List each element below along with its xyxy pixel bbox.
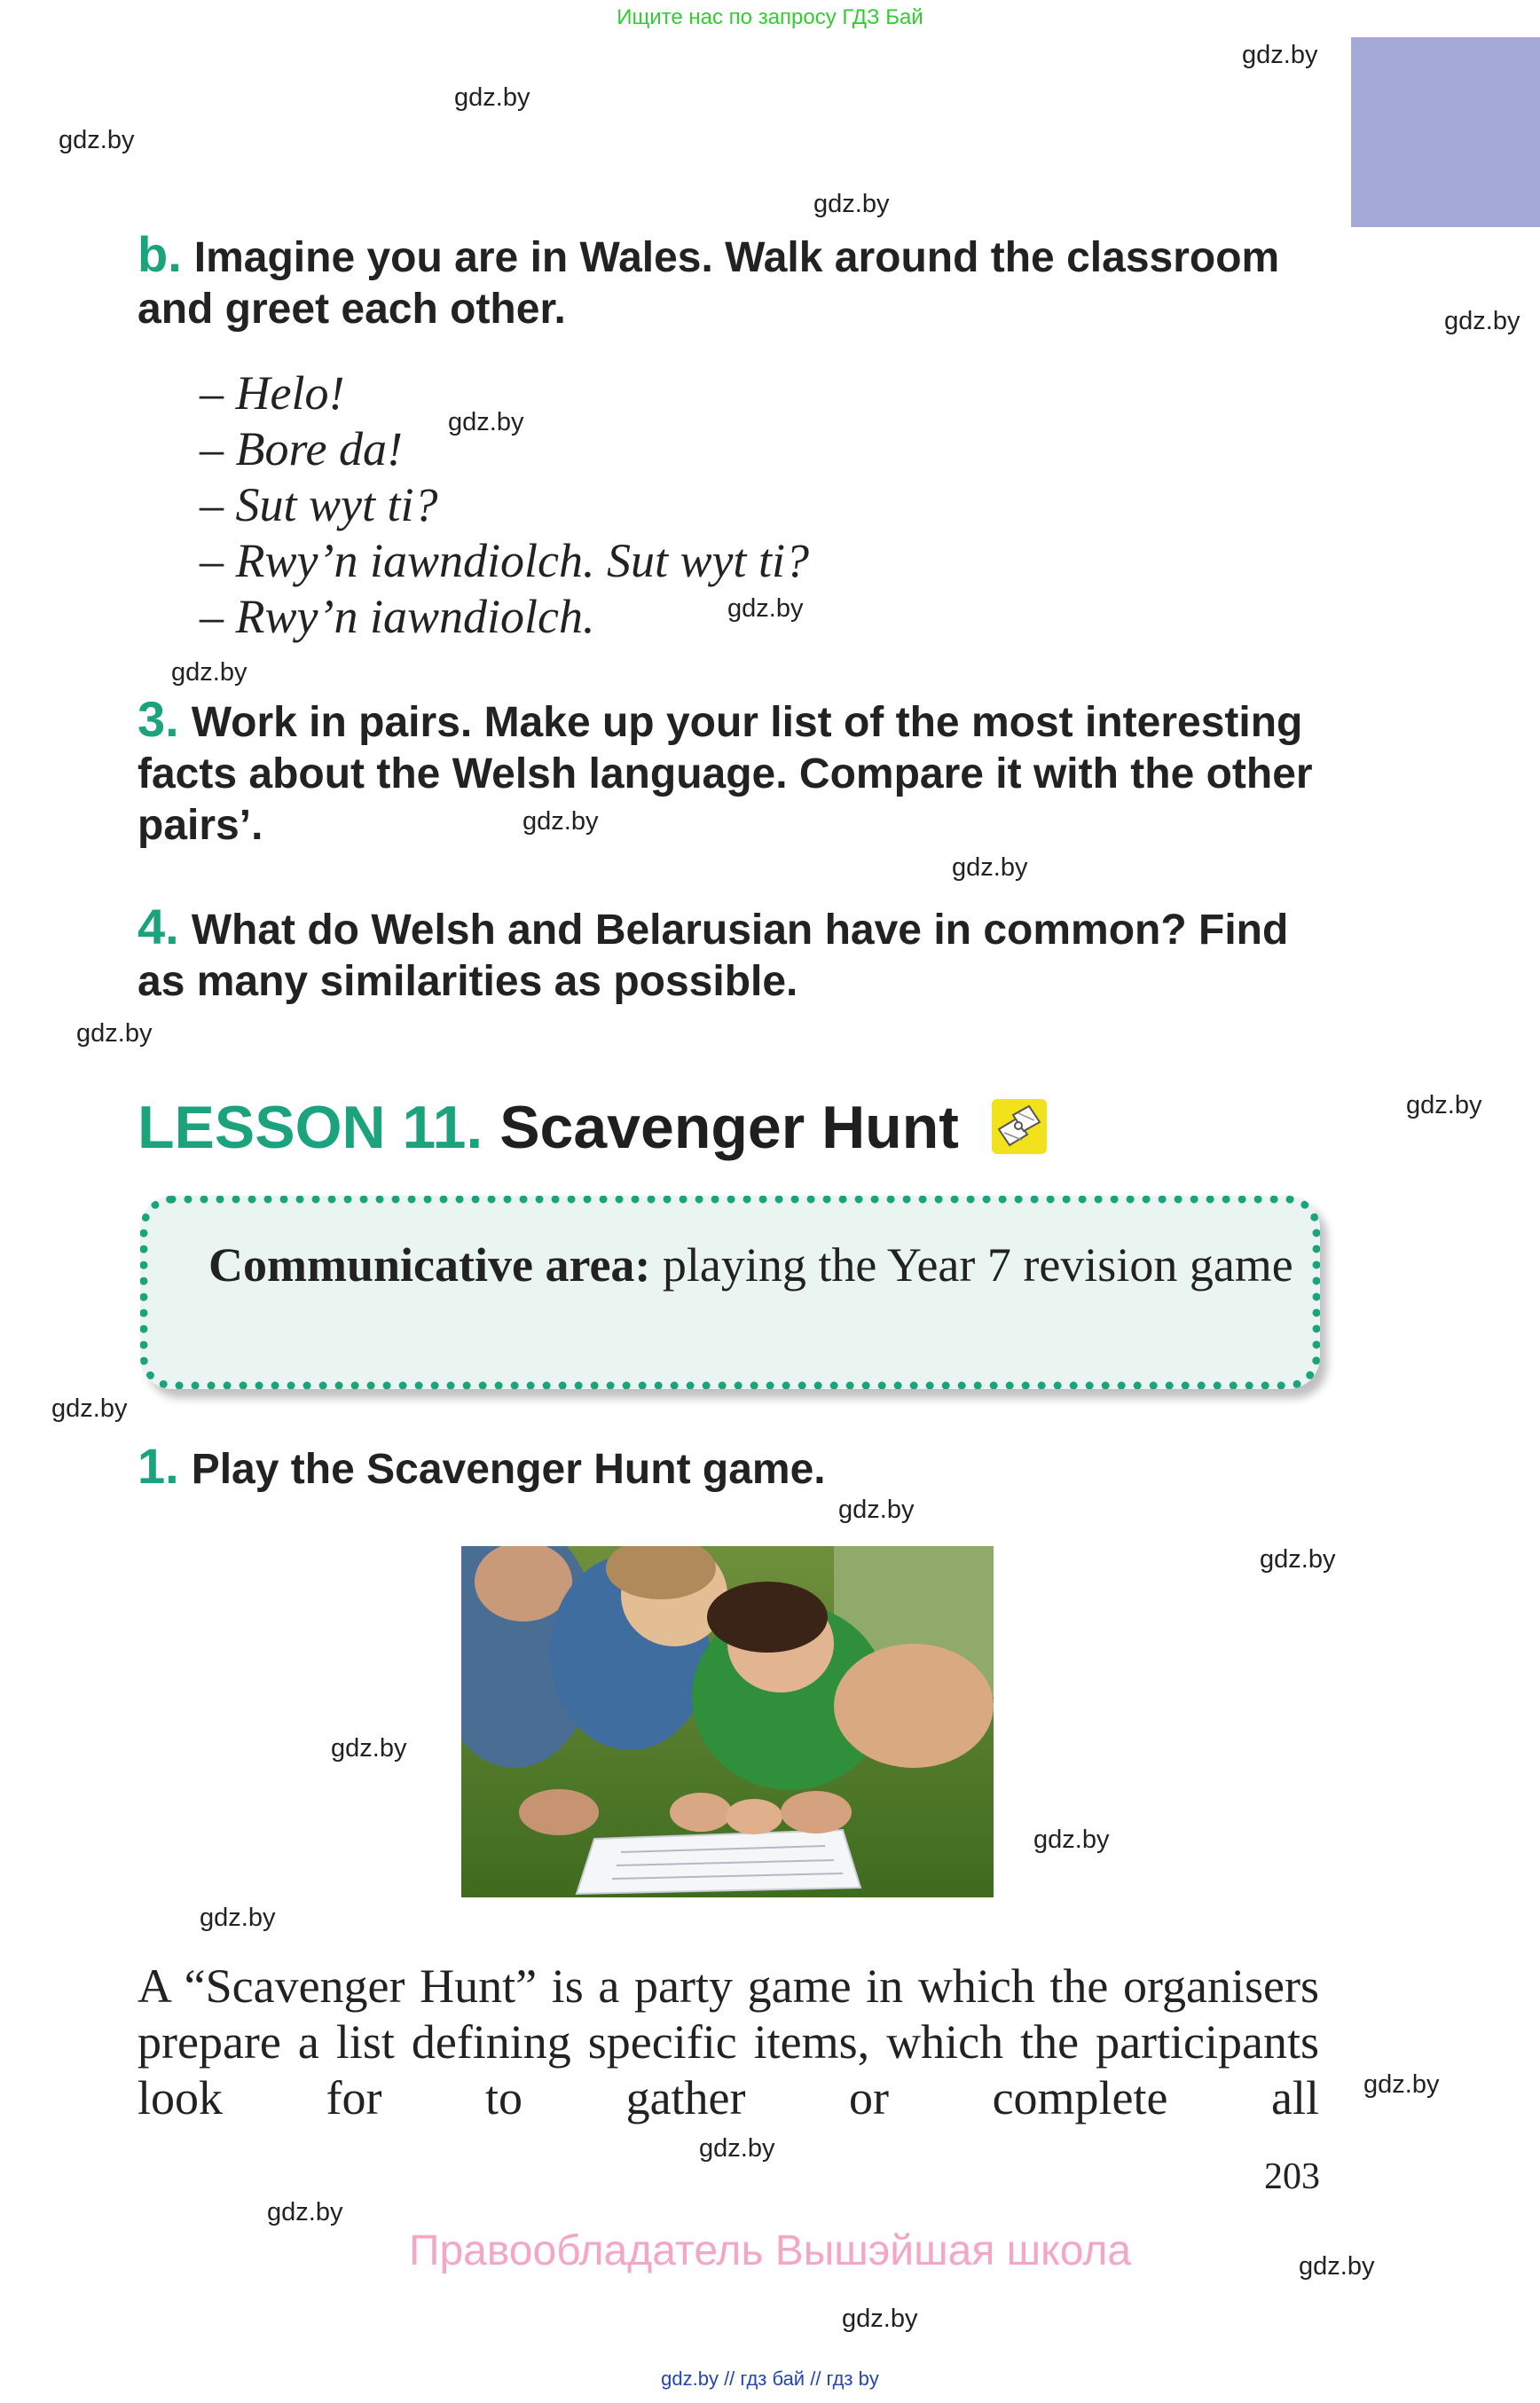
task-4	[138, 901, 1326, 1008]
watermark: gdz.by	[1033, 1826, 1110, 1854]
task-number: 3.	[138, 691, 179, 747]
watermark: gdz.by	[51, 1394, 128, 1423]
corner-color-block	[1351, 37, 1540, 227]
watermark: gdz.by	[200, 1904, 276, 1932]
dialog-line: – Helo!	[200, 366, 345, 420]
watermark: gdz.by	[952, 853, 1028, 882]
communicative-area-label: Communicative area:	[208, 1238, 651, 1292]
footer-links[interactable]: gdz.by // гдз бай // гдз by	[661, 2368, 879, 2390]
watermark: gdz.by	[842, 2305, 918, 2333]
watermark: gdz.by	[59, 126, 135, 154]
watermark: gdz.by	[838, 1496, 915, 1524]
watermark: gdz.by	[331, 1734, 407, 1763]
rights-holder-notice: Правообладатель Вышэйшая школа	[408, 2227, 1132, 2274]
watermark: gdz.by	[1242, 41, 1318, 69]
task-number: 1.	[138, 1438, 179, 1494]
communicative-area-value: playing the Year 7 revision game	[662, 1238, 1293, 1292]
task-1	[138, 1438, 1326, 1496]
task-text: What do Welsh and Belarusian have in common? Find as many similarities as possible.	[138, 907, 1289, 1005]
scavenger-hunt-description: A “Scavenger Hunt” is a party game in which the organisers prepare a list defining specific items, which the participants look for to gather or complete all	[138, 1959, 1319, 2124]
children-writing-on-grass-photo	[461, 1546, 994, 1897]
puzzle-pieces-icon	[992, 1099, 1047, 1154]
watermark: gdz.by	[813, 190, 890, 218]
watermark: gdz.by	[1406, 1091, 1482, 1119]
watermark: gdz.by	[76, 1019, 153, 1048]
lesson-number: LESSON 11.	[138, 1094, 483, 1161]
watermark: gdz.by	[1299, 2252, 1375, 2281]
lesson-heading	[138, 1093, 1047, 1162]
top-banner: Ищите нас по запросу ГДЗ Бай	[617, 5, 923, 29]
task-text: Work in pairs. Make up your list of the most interesting facts about the Welsh language. Compare it with the other pairs’.	[138, 699, 1313, 849]
dialog-line: – Rwy’n iawndiolch.	[200, 590, 595, 643]
watermark: gdz.by	[267, 2198, 343, 2226]
watermark: gdz.by	[454, 83, 530, 112]
watermark: gdz.by	[1363, 2070, 1440, 2099]
page-number: 203	[1264, 2156, 1320, 2197]
task-number: b.	[138, 226, 182, 282]
communicative-area-text	[208, 1237, 1308, 1293]
task-3	[138, 691, 1326, 852]
welsh-dialog	[200, 365, 809, 645]
dialog-line: – Sut wyt ti?	[200, 478, 438, 531]
watermark: gdz.by	[522, 807, 599, 836]
watermark: gdz.by	[699, 2134, 775, 2163]
task-b	[138, 226, 1326, 335]
watermark: gdz.by	[1260, 1545, 1336, 1574]
task-text: Imagine you are in Wales. Walk around the classroom and greet each other.	[138, 234, 1280, 333]
watermark: gdz.by	[727, 594, 804, 623]
task-number: 4.	[138, 899, 179, 954]
lesson-title: Scavenger Hunt	[499, 1094, 959, 1161]
watermark: gdz.by	[171, 658, 248, 687]
watermark: gdz.by	[1444, 307, 1520, 335]
dialog-line: – Bore da!	[200, 422, 403, 475]
communicative-area-box	[140, 1196, 1320, 1389]
watermark: gdz.by	[448, 408, 524, 436]
dialog-line: – Rwy’n iawndiolch. Sut wyt ti?	[200, 534, 809, 587]
task-text: Play the Scavenger Hunt game.	[191, 1446, 826, 1493]
